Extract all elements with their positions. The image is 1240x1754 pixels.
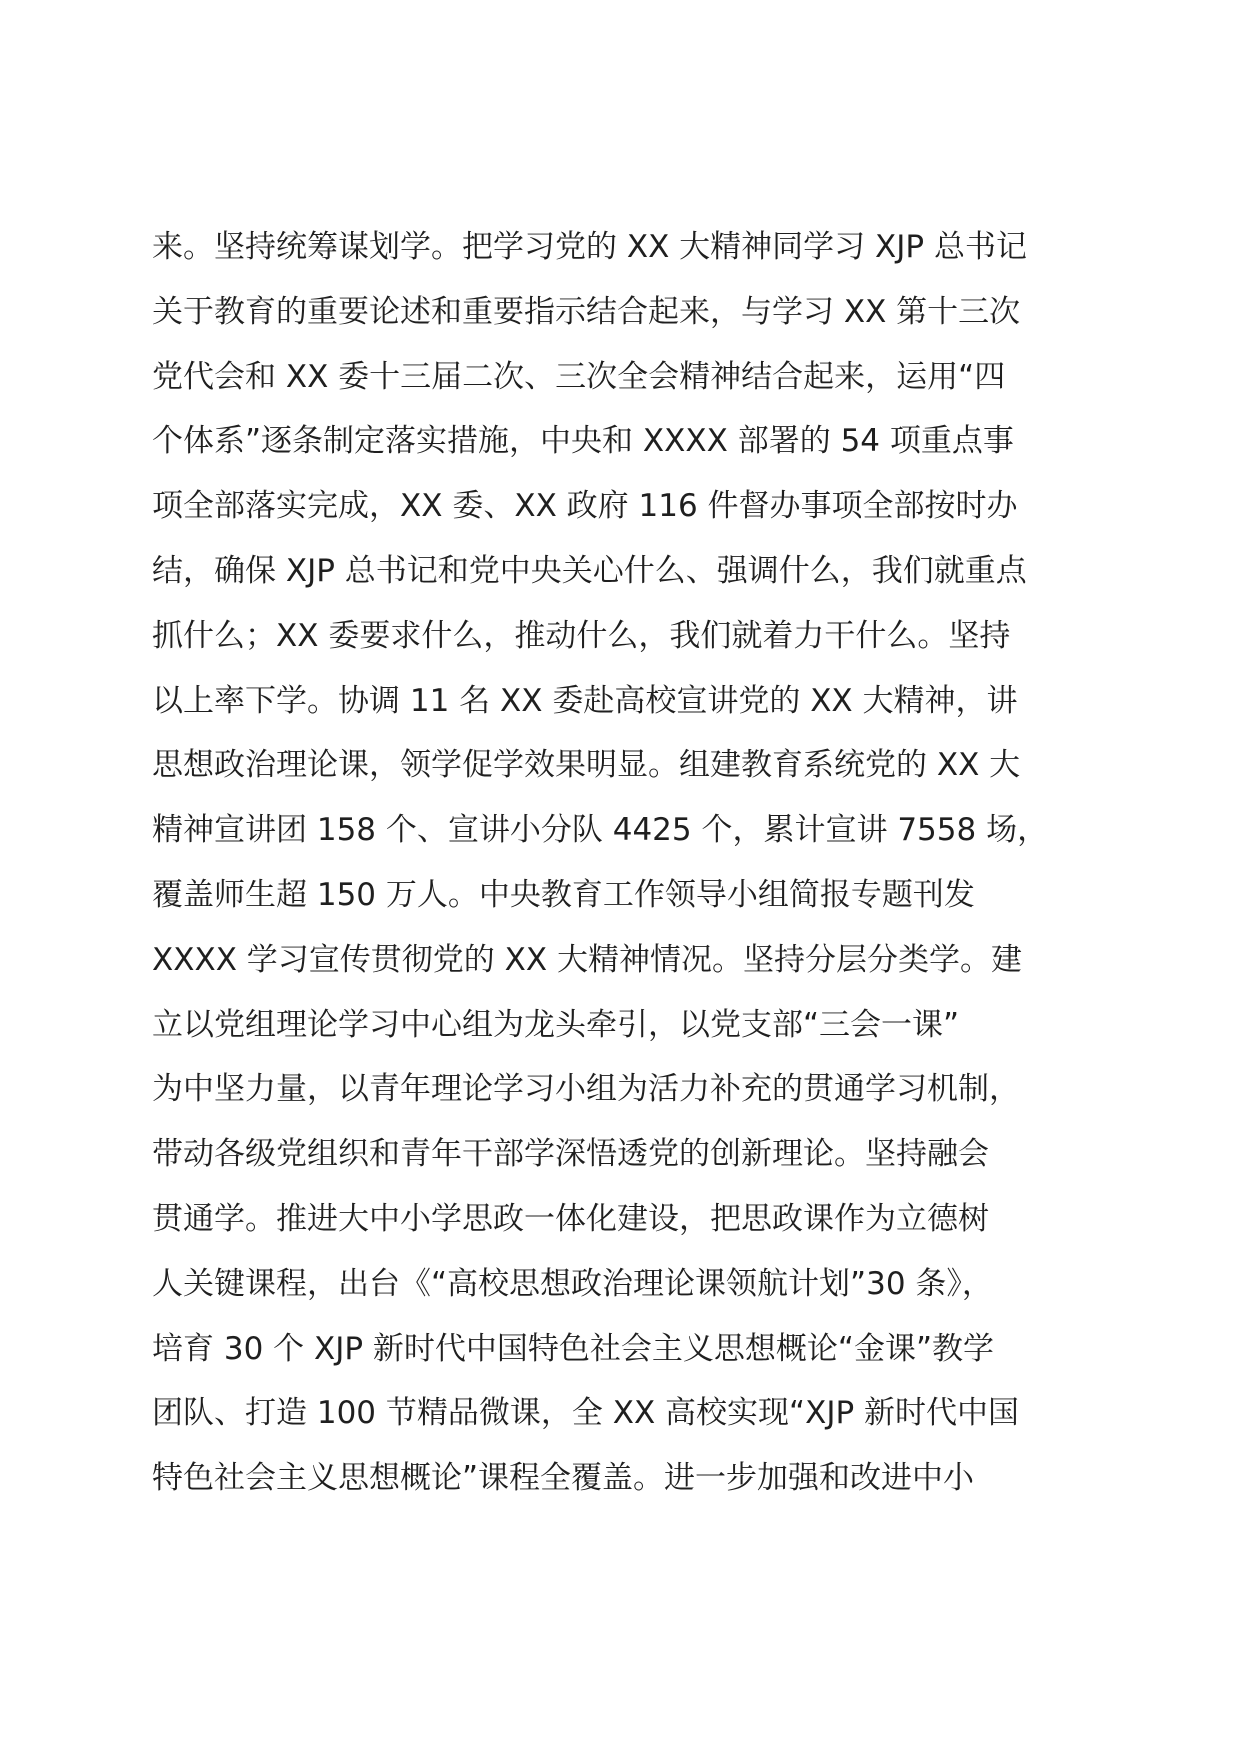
text-line: 人关键课程，出台《“高校思想政治理论课领航计划”30 条》， (152, 1265, 993, 1302)
text-line: 贯通学。推进大中小学思政一体化建设，把思政课作为立德树 (152, 1200, 989, 1237)
text-line: 关于教育的重要论述和重要指示结合起来，与学习 XX 第十三次 (152, 293, 1021, 330)
text-line: 团队、打造 100 节精品微课，全 XX 高校实现“XJP 新时代中国 (152, 1395, 1020, 1432)
body-text (152, 215, 1092, 1511)
text-line: 培育 30 个 XJP 新时代中国特色社会主义思想概论“金课”教学 (152, 1330, 995, 1367)
text-line: 个体系”逐条制定落实措施，中央和 XXXX 部署的 54 项重点事 (152, 423, 1014, 460)
text-line: 来。坚持统筹谋划学。把学习党的 XX 大精神同学习 XJP 总书记 (152, 229, 1027, 265)
text-line: 思想政治理论课，领学促学效果明显。组建教育系统党的 XX 大 (152, 747, 1021, 784)
text-line: 覆盖师生超 150 万人。中央教育工作领导小组简报专题刊发 (152, 876, 975, 913)
text-line: 立以党组理论学习中心组为龙头牵引，以党支部“三会一课” (152, 1006, 960, 1043)
text-line: 为中坚力量，以青年理论学习小组为活力补充的贯通学习机制， (152, 1071, 1020, 1108)
text-line: 党代会和 XX 委十三届二次、三次全会精神结合起来，运用“四 (152, 358, 1006, 395)
text-line: 结，确保 XJP 总书记和党中央关心什么、强调什么，我们就重点 (152, 552, 1027, 589)
text-line: XXXX 学习宣传贯彻党的 XX 大精神情况。坚持分层分类学。建 (152, 941, 1022, 978)
text-line: 项全部落实完成，XX 委、XX 政府 116 件督办事项全部按时办 (152, 488, 1018, 525)
text-line: 抓什么；XX 委要求什么，推动什么，我们就着力干什么。坚持 (152, 617, 1011, 654)
text-line: 以上率下学。协调 11 名 XX 委赴高校宣讲党的 XX 大精神，讲 (152, 682, 1018, 719)
text-line: 带动各级党组织和青年干部学深悟透党的创新理论。坚持融会 (152, 1136, 989, 1173)
text-line: 精神宣讲团 158 个、宣讲小分队 4425 个，累计宣讲 7558 场， (152, 812, 1049, 849)
text-line: 特色社会主义思想概论”课程全覆盖。进一步加强和改进中小 (152, 1460, 975, 1497)
